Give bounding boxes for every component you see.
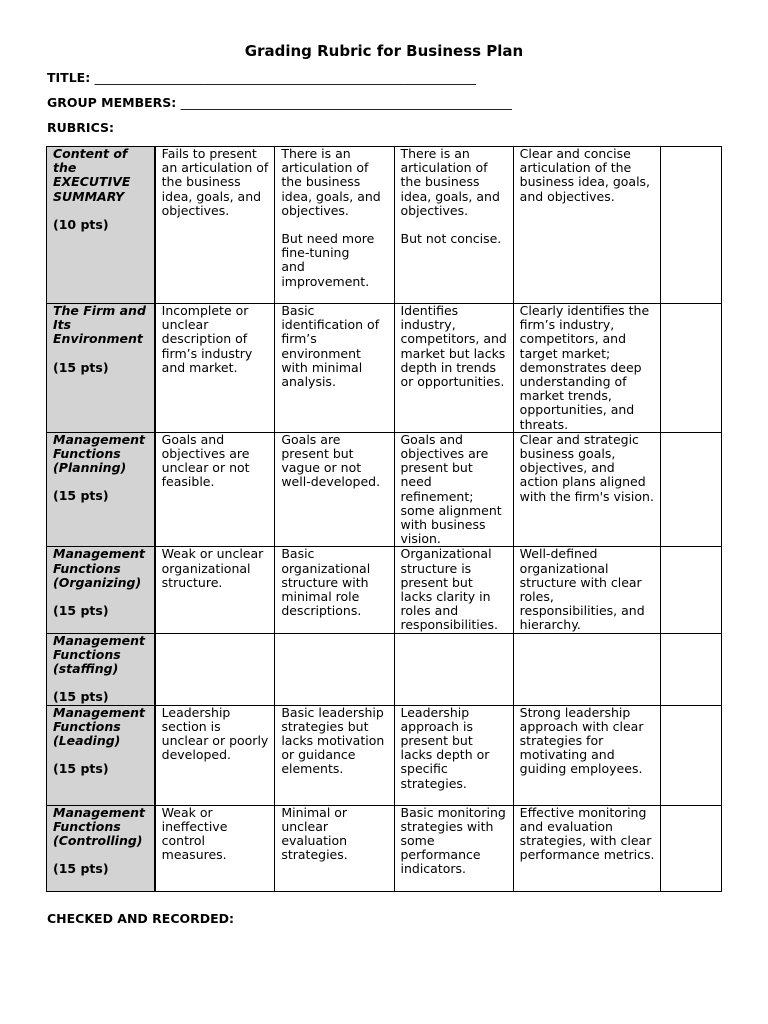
- criterion-cell: [47, 304, 155, 433]
- level-2-cell: [275, 705, 394, 805]
- group-members-label: GROUP MEMBERS:: [47, 95, 177, 110]
- cell-text: Basic leadership strategies but lacks motivation or guidance elements.: [281, 705, 385, 777]
- level-4-cell: [513, 147, 660, 304]
- criterion-label: Management Functions (Leading): [53, 705, 146, 749]
- rubric-table: [46, 146, 722, 892]
- level-1-cell: [155, 147, 275, 304]
- criterion-points: (15 pts): [53, 359, 109, 375]
- group-members-field: [47, 95, 512, 110]
- score-cell: [660, 547, 721, 633]
- criterion-label: Management Functions (Planning): [53, 432, 146, 476]
- score-cell: [660, 432, 721, 547]
- criterion-label: Management Functions (Controlling): [53, 805, 146, 849]
- score-cell: [660, 147, 721, 304]
- criterion-cell: [47, 432, 155, 547]
- level-3-cell: [394, 432, 513, 547]
- cell-text: Basic monitoring strategies with some performance indicators.: [400, 805, 506, 877]
- document-title: Grading Rubric for Business Plan: [244, 42, 524, 60]
- checked-and-recorded-label: CHECKED AND RECORDED:: [47, 911, 235, 926]
- level-4-cell: [513, 432, 660, 547]
- level-3-cell: [394, 633, 513, 705]
- cell-text: Weak or unclear organizational structure.: [161, 546, 264, 590]
- score-cell: [660, 633, 721, 705]
- criterion-label: The Firm and Its Environment: [53, 303, 146, 347]
- cell-text: Fails to present an articulation of the business idea, goals, and objectives.: [161, 146, 269, 218]
- cell-text: Goals and objectives are unclear or not feasible.: [161, 432, 250, 490]
- criterion-points: (15 pts): [53, 488, 109, 504]
- cell-text: Incomplete or unclear description of firm’s industry and market.: [161, 303, 253, 375]
- cell-text: There is an articulation of the business idea, goals, and objectives.: [400, 146, 500, 218]
- score-cell: [660, 805, 721, 891]
- level-4-cell: [513, 304, 660, 433]
- group-members-blank-line: _____________________________________________________: [180, 95, 512, 110]
- cell-extra-text: But need more fine-tuning and improvement.: [281, 231, 375, 289]
- title-field: [47, 70, 476, 85]
- level-1-cell: [155, 805, 275, 891]
- level-2-cell: [275, 432, 394, 547]
- level-1-cell: [155, 705, 275, 805]
- level-1-cell: [155, 633, 275, 705]
- cell-text: Clear and concise articulation of the business idea, goals, and objectives.: [519, 146, 651, 204]
- cell-text: Clearly identifies the firm’s industry, competitors, and target market; demonstrates deep understanding of market trends, opportunities, and threats.: [519, 303, 650, 432]
- title-blank-line: _____________________________________________________________: [94, 70, 476, 85]
- cell-text: Identifies industry, competitors, and market but lacks depth in trends or opportunities.: [400, 303, 507, 390]
- rubric-row-firm-environment: [47, 304, 722, 433]
- cell-text: Well-defined organizational structure with clear roles, responsibilities, and hierarchy.: [519, 546, 645, 633]
- criterion-cell: [47, 805, 155, 891]
- rubric-row-controlling: [47, 805, 722, 891]
- cell-text: Basic identification of firm’s environment with minimal analysis.: [281, 303, 380, 390]
- level-2-cell: [275, 147, 394, 304]
- title-label: TITLE:: [47, 70, 91, 85]
- criterion-label: Management Functions (staffing): [53, 633, 146, 677]
- cell-text: Strong leadership approach with clear strategies for motivating and guiding employees.: [519, 705, 644, 777]
- rubric-row-executive-summary: [47, 147, 722, 304]
- criterion-points: (15 pts): [53, 689, 109, 705]
- criterion-label: Management Functions (Organizing): [53, 546, 146, 590]
- criterion-label: Content of the EXECUTIVE SUMMARY: [53, 146, 131, 204]
- criterion-points: (10 pts): [53, 216, 109, 232]
- cell-text: Weak or ineffective control measures.: [161, 805, 228, 863]
- level-1-cell: [155, 304, 275, 433]
- score-cell: [660, 705, 721, 805]
- criterion-cell: [47, 705, 155, 805]
- level-2-cell: [275, 805, 394, 891]
- cell-text: Clear and strategic business goals, objectives, and action plans aligned with the firm's vision.: [519, 432, 654, 504]
- level-3-cell: [394, 304, 513, 433]
- cell-extra-text: But not concise.: [400, 231, 502, 247]
- level-4-cell: [513, 805, 660, 891]
- level-4-cell: [513, 547, 660, 633]
- cell-text: Effective monitoring and evaluation strategies, with clear performance metrics.: [519, 805, 655, 863]
- level-3-cell: [394, 705, 513, 805]
- criterion-points: (15 pts): [53, 603, 109, 619]
- level-1-cell: [155, 432, 275, 547]
- rubric-row-staffing: [47, 633, 722, 705]
- level-4-cell: [513, 633, 660, 705]
- level-2-cell: [275, 547, 394, 633]
- cell-text: Minimal or unclear evaluation strategies.: [281, 805, 348, 863]
- level-3-cell: [394, 547, 513, 633]
- cell-text: Basic organizational structure with minimal role descriptions.: [281, 546, 371, 619]
- criterion-points: (15 pts): [53, 761, 109, 777]
- cell-text: Goals are present but vague or not well-developed.: [281, 432, 381, 490]
- score-cell: [660, 304, 721, 433]
- rubric-row-organizing: [47, 547, 722, 633]
- level-1-cell: [155, 547, 275, 633]
- level-3-cell: [394, 147, 513, 304]
- rubrics-label: RUBRICS:: [47, 120, 114, 135]
- level-3-cell: [394, 805, 513, 891]
- criterion-cell: [47, 547, 155, 633]
- cell-text: Organizational structure is present but lacks clarity in roles and responsibilities.: [400, 546, 498, 633]
- level-2-cell: [275, 304, 394, 433]
- level-4-cell: [513, 705, 660, 805]
- cell-text: There is an articulation of the business idea, goals, and objectives.: [281, 146, 381, 218]
- cell-text: Leadership section is unclear or poorly developed.: [161, 705, 269, 763]
- level-2-cell: [275, 633, 394, 705]
- criterion-points: (15 pts): [53, 861, 109, 877]
- rubric-row-planning: [47, 432, 722, 547]
- rubric-row-leading: [47, 705, 722, 805]
- cell-text: Goals and objectives are present but need refinement; some alignment with business vision.: [400, 432, 502, 547]
- cell-text: Leadership approach is present but lacks depth or specific strategies.: [400, 705, 490, 791]
- criterion-cell: [47, 633, 155, 705]
- criterion-cell: [47, 147, 155, 304]
